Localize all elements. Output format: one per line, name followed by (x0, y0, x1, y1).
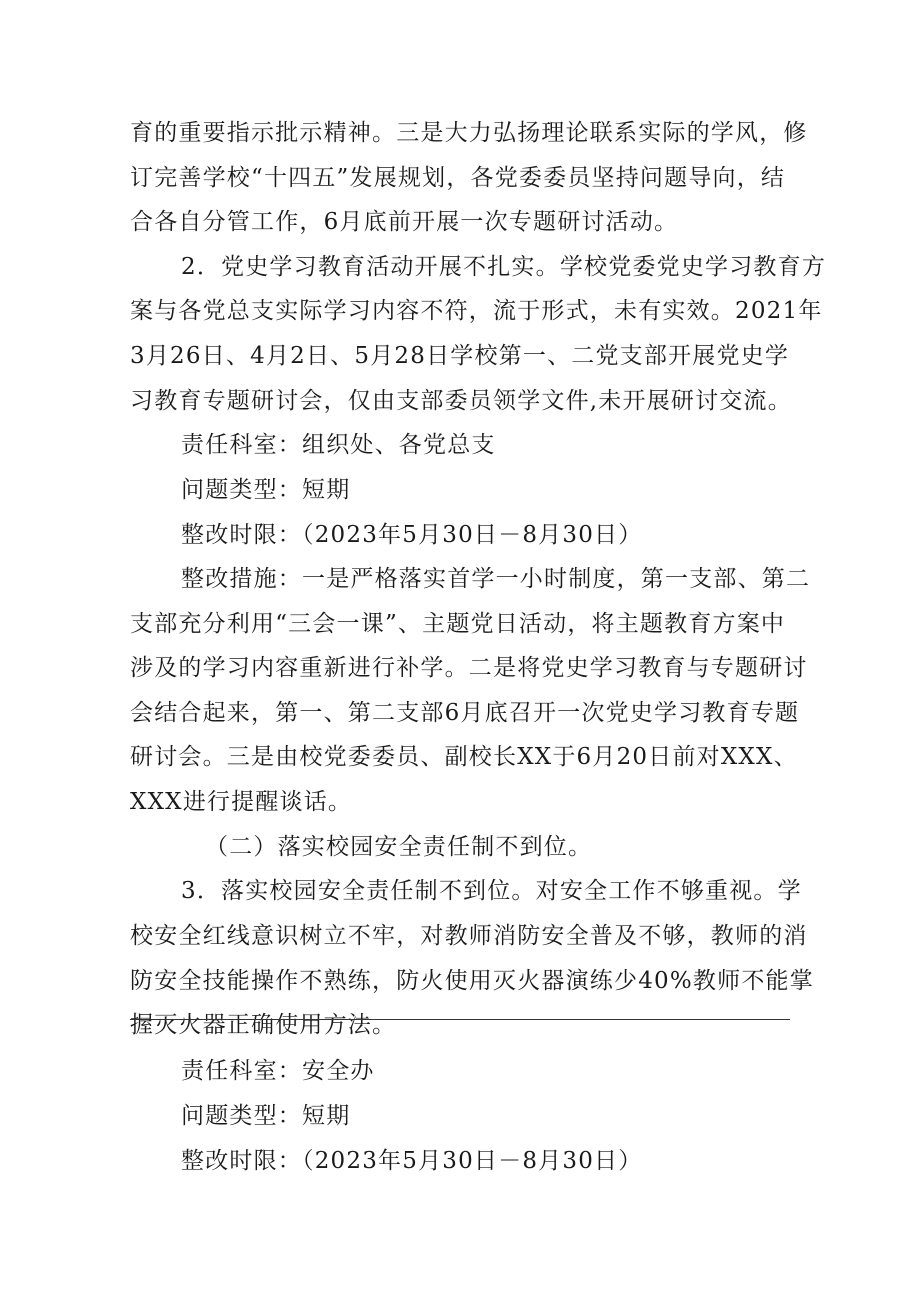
text-line: 握灭火器正确使用方法。 (130, 1012, 397, 1038)
responsible-dept: 责任科室：组织处、各党总支 (181, 432, 496, 458)
rectification-measures: 整改措施：一是严格落实首学一小时制度，第一支部、第二 (181, 566, 811, 592)
text-line: 合各自分管工作，6月底前开展一次专题研讨活动。 (130, 209, 679, 235)
text-line: 案与各党总支实际学习内容不符，流于形式，未有实效。2021年 (130, 298, 823, 324)
problem-type: 问题类型：短期 (181, 1103, 351, 1129)
text-line: 习教育专题研讨会，仅由支部委员领学文件,未开展研讨交流。 (130, 388, 792, 414)
section-item-3-title: 3．落实校园安全责任制不到位。对安全工作不够重视。学 (181, 878, 802, 904)
section-heading-2: （二）落实校园安全责任制不到位。 (205, 834, 593, 860)
text-line: 防安全技能操作不熟练，防火使用灭火器演练少40%教师不能掌 (130, 968, 814, 994)
responsible-dept: 责任科室：安全办 (181, 1058, 375, 1084)
rectification-deadline: 整改时限：（2023年5月30日－8月30日） (181, 522, 643, 548)
rectification-deadline: 整改时限：（2023年5月30日－8月30日） (181, 1148, 643, 1174)
text-line: 3月26日、4月2日、5月28日学校第一、二党支部开展党史学 (130, 343, 790, 369)
horizontal-divider (130, 1019, 790, 1020)
text-line: 涉及的学习内容重新进行补学。二是将党史学习教育与专题研讨 (130, 655, 808, 681)
text-line: XXX进行提醒谈话。 (130, 789, 353, 815)
problem-type: 问题类型：短期 (181, 477, 351, 503)
text-line: 育的重要指示批示精神。三是大力弘扬理论联系实际的学风，修 (130, 120, 808, 146)
text-line: 订完善学校“十四五”发展规划，各党委委员坚持问题导向，结 (130, 165, 786, 191)
text-line: 会结合起来，第一、第二支部6月底召开一次党史学习教育专题 (130, 700, 800, 726)
text-line: 研讨会。三是由校党委委员、副校长XX于6月20日前对XXX、 (130, 744, 798, 770)
section-item-2-title: 2．党史学习教育活动开展不扎实。学校党委党史学习教育方 (181, 254, 827, 280)
text-line: 支部充分利用“三会一课”、主题党日活动，将主题教育方案中 (130, 611, 786, 637)
text-line: 校安全红线意识树立不牢，对教师消防安全普及不够，教师的消 (130, 923, 808, 949)
